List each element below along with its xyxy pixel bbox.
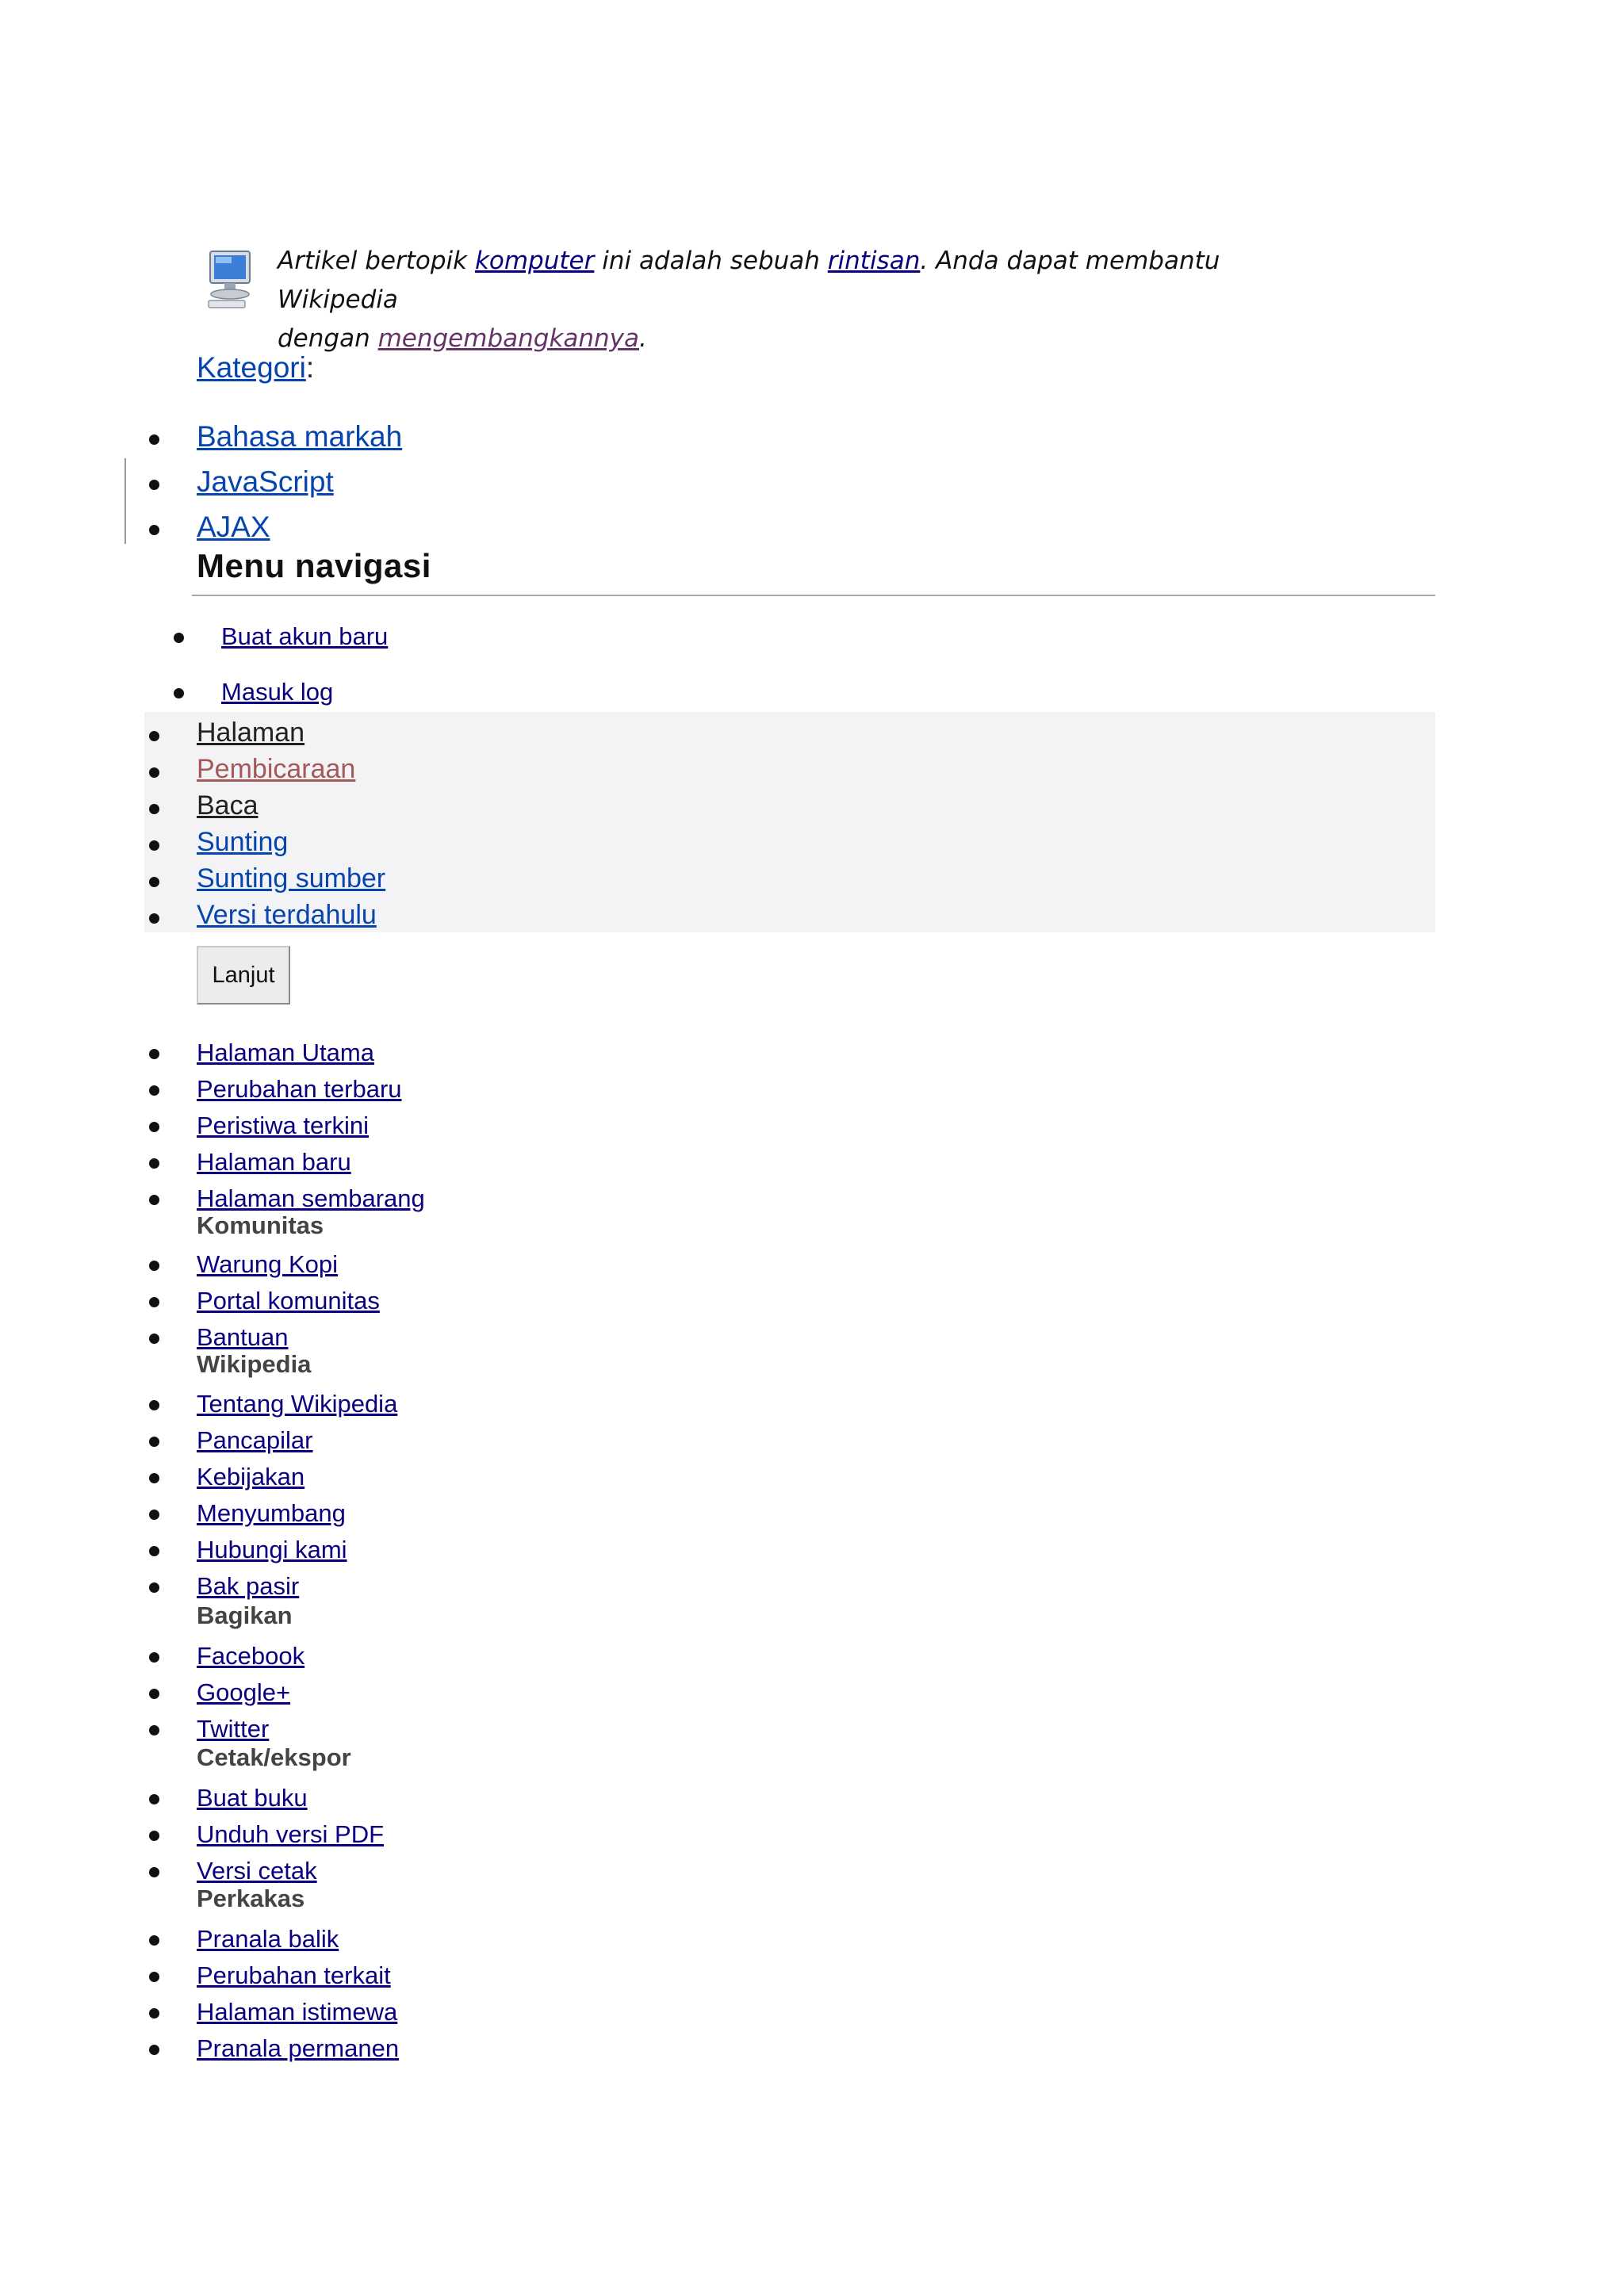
section-heading-bagikan: Bagikan	[197, 1601, 293, 1629]
bullet	[149, 1049, 159, 1059]
bullet	[149, 1158, 159, 1169]
tab-baca[interactable]: Baca	[197, 790, 259, 821]
bullet	[149, 1473, 159, 1483]
sidebar-item-halaman-istimewa[interactable]: Halaman istimewa	[197, 1998, 398, 2026]
bullet	[149, 1725, 159, 1735]
category-divider	[124, 458, 126, 544]
navigation-heading: Menu navigasi	[197, 547, 431, 584]
bullet	[149, 1437, 159, 1447]
bullet	[149, 480, 159, 490]
stub-text: Artikel bertopik komputer ini adalah sebuah rintisan. Anda dapat membantu Wikipedia dengan mengembangkannya.	[278, 247, 1220, 353]
bullet	[149, 1867, 159, 1877]
bullet	[149, 840, 159, 851]
sidebar-item-facebook[interactable]: Facebook	[197, 1642, 305, 1670]
tab-sunting-sumber[interactable]: Sunting sumber	[197, 863, 386, 894]
sidebar-item-halaman-utama[interactable]: Halaman Utama	[197, 1039, 374, 1066]
link-komputer[interactable]: komputer	[474, 247, 595, 275]
bullet	[149, 1085, 159, 1096]
bullet	[149, 1297, 159, 1307]
tab-halaman[interactable]: Halaman	[197, 718, 305, 748]
sidebar-item-bantuan[interactable]: Bantuan	[197, 1323, 289, 1351]
bullet	[149, 913, 159, 924]
sidebar-item-halaman-baru[interactable]: Halaman baru	[197, 1148, 351, 1176]
link-rintisan[interactable]: rintisan	[827, 247, 921, 275]
category-ajax[interactable]: AJAX	[197, 511, 270, 543]
sidebar-item-unduh-pdf[interactable]: Unduh versi PDF	[197, 1820, 385, 1848]
sidebar-item-peristiwa-terkini[interactable]: Peristiwa terkini	[197, 1112, 370, 1139]
section-heading-cetak-ekspor: Cetak/ekspor	[197, 1743, 351, 1771]
sidebar-item-pranala-permanen[interactable]: Pranala permanen	[197, 2034, 400, 2062]
bullet	[149, 804, 159, 814]
create-account-link[interactable]: Buat akun baru	[221, 622, 389, 650]
bullet	[149, 731, 159, 741]
sidebar-item-hubungi-kami[interactable]: Hubungi kami	[197, 1536, 347, 1563]
sidebar-item-kebijakan[interactable]: Kebijakan	[197, 1463, 305, 1490]
search-go-button[interactable]: Lanjut	[197, 946, 290, 1004]
section-heading-wikipedia: Wikipedia	[197, 1350, 312, 1378]
sidebar-item-tentang-wikipedia[interactable]: Tentang Wikipedia	[197, 1390, 398, 1418]
bullet	[149, 1652, 159, 1663]
sidebar-item-portal-komunitas[interactable]: Portal komunitas	[197, 1287, 380, 1314]
bullet	[149, 1582, 159, 1593]
sidebar-item-versi-cetak[interactable]: Versi cetak	[197, 1857, 317, 1885]
bullet	[149, 767, 159, 778]
bullet	[149, 1400, 159, 1410]
sidebar-item-halaman-sembarang[interactable]: Halaman sembarang	[197, 1184, 425, 1212]
bullet	[149, 2045, 159, 2055]
heading-rule	[192, 595, 1435, 596]
bullet	[149, 1546, 159, 1556]
section-heading-perkakas: Perkakas	[197, 1885, 305, 1912]
bullet	[149, 1334, 159, 1344]
sidebar-item-pranala-balik[interactable]: Pranala balik	[197, 1925, 339, 1953]
bullet	[149, 1935, 159, 1946]
sidebar-item-buat-buku[interactable]: Buat buku	[197, 1784, 308, 1812]
sidebar-item-perubahan-terkait[interactable]: Perubahan terkait	[197, 1961, 391, 1989]
sidebar-item-google-plus[interactable]: Google+	[197, 1678, 291, 1706]
link-mengembangkannya[interactable]: mengembangkannya	[377, 324, 640, 353]
bullet	[149, 1689, 159, 1699]
bullet	[149, 1831, 159, 1841]
sidebar-item-bak-pasir[interactable]: Bak pasir	[197, 1572, 300, 1600]
tab-pembicaraan[interactable]: Pembicaraan	[197, 754, 356, 784]
category-javascript[interactable]: JavaScript	[197, 465, 334, 498]
tab-versi-terdahulu[interactable]: Versi terdahulu	[197, 900, 377, 930]
kategori-link[interactable]: Kategori	[197, 351, 306, 384]
login-link[interactable]: Masuk log	[221, 678, 334, 706]
sidebar-item-pancapilar[interactable]: Pancapilar	[197, 1426, 313, 1454]
bullet	[149, 2008, 159, 2019]
section-heading-komunitas: Komunitas	[197, 1211, 324, 1239]
categories-label: Kategori:	[197, 351, 315, 384]
category-bahasa-markah[interactable]: Bahasa markah	[197, 420, 403, 453]
bullet	[174, 633, 184, 643]
sidebar-item-warung-kopi[interactable]: Warung Kopi	[197, 1250, 339, 1278]
bullet	[149, 1261, 159, 1271]
bullet	[149, 1122, 159, 1132]
bullet	[174, 688, 184, 698]
bullet	[149, 1195, 159, 1205]
stub-notice	[202, 242, 1328, 353]
bullet	[149, 434, 159, 445]
bullet	[149, 877, 159, 887]
bullet	[149, 525, 159, 535]
sidebar-item-menyumbang[interactable]: Menyumbang	[197, 1499, 346, 1527]
bullet	[149, 1794, 159, 1804]
bullet	[149, 1510, 159, 1520]
sidebar-item-perubahan-terbaru[interactable]: Perubahan terbaru	[197, 1075, 402, 1103]
computer-monitor-icon	[202, 248, 258, 312]
sidebar-item-twitter[interactable]: Twitter	[197, 1715, 270, 1743]
tab-sunting[interactable]: Sunting	[197, 827, 289, 857]
bullet	[149, 1972, 159, 1982]
